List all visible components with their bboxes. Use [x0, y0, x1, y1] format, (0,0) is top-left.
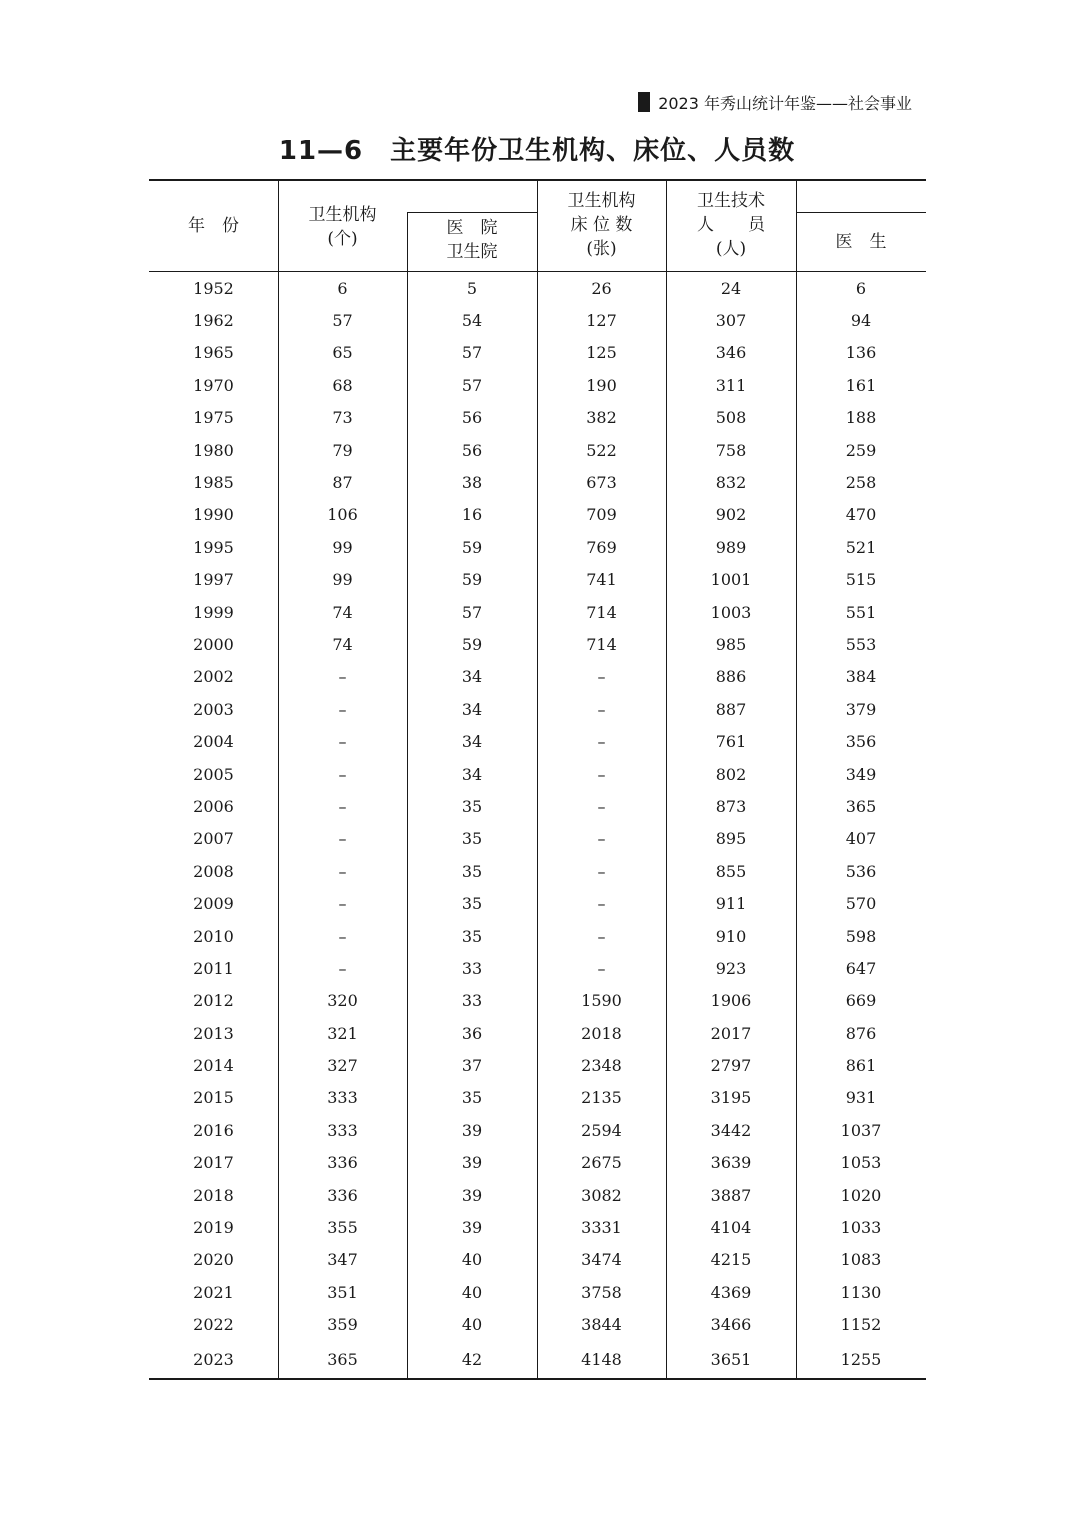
cell-doctors: 161: [845, 375, 877, 395]
cell-doctors: 669: [845, 991, 877, 1011]
cell-hospitals: 56: [461, 408, 483, 428]
cell-hospitals: 5: [466, 278, 478, 298]
cell-technicians: 832: [715, 473, 747, 493]
cell-hospitals: 38: [461, 473, 483, 493]
cell-technicians: 802: [715, 764, 747, 784]
cell-year: 2016: [193, 1120, 234, 1140]
column-divider: [537, 272, 538, 1378]
cell-technicians: 895: [715, 829, 747, 849]
cell-beds: –: [597, 829, 606, 849]
cell-doctors: 931: [845, 1088, 877, 1108]
cell-doctors: 861: [845, 1056, 877, 1076]
cell-year: 2009: [193, 894, 234, 914]
cell-beds: 3082: [581, 1185, 622, 1205]
cell-beds: –: [597, 958, 606, 978]
cell-year: 2010: [193, 926, 234, 946]
header-year-label: 年 份: [188, 216, 239, 236]
cell-hospitals: 39: [461, 1120, 483, 1140]
header-doctors: [796, 212, 926, 271]
cell-technicians: 3639: [710, 1153, 752, 1173]
cell-institutions: –: [338, 699, 347, 719]
cell-hospitals: 34: [461, 699, 483, 719]
cell-institutions: 99: [332, 537, 353, 557]
cell-doctors: 1037: [840, 1120, 882, 1140]
column-divider: [278, 272, 279, 1378]
header-technicians-line1: 卫生技术: [697, 191, 765, 211]
cell-beds: 2135: [581, 1088, 622, 1108]
cell-year: 2002: [193, 667, 234, 687]
cell-year: 1962: [193, 311, 234, 331]
cell-technicians: 3466: [710, 1315, 752, 1335]
table-header: [149, 181, 926, 272]
cell-technicians: 873: [715, 796, 747, 816]
cell-beds: –: [597, 667, 606, 687]
cell-hospitals: 34: [461, 732, 483, 752]
header-divider: [666, 181, 667, 271]
cell-year: 2019: [193, 1218, 234, 1238]
cell-technicians: 761: [715, 732, 747, 752]
cell-year: 2022: [193, 1315, 234, 1335]
cell-technicians: 24: [720, 278, 742, 298]
cell-hospitals: 40: [461, 1282, 483, 1302]
cell-institutions: 351: [327, 1282, 358, 1302]
cell-technicians: 2017: [710, 1023, 752, 1043]
cell-institutions: –: [338, 667, 347, 687]
cell-institutions: –: [338, 764, 347, 784]
cell-beds: 26: [591, 278, 612, 298]
header-divider: [537, 181, 538, 271]
cell-beds: 190: [586, 375, 617, 395]
cell-doctors: 521: [845, 537, 877, 557]
cell-institutions: 355: [327, 1218, 358, 1238]
cell-beds: 2594: [581, 1120, 622, 1140]
cell-beds: –: [597, 861, 606, 881]
cell-beds: –: [597, 796, 606, 816]
cell-hospitals: 59: [461, 634, 483, 654]
cell-doctors: 258: [845, 473, 877, 493]
column-divider: [407, 272, 408, 1378]
header-hospitals: [407, 216, 537, 271]
cell-year: 2004: [193, 732, 234, 752]
cell-beds: –: [597, 926, 606, 946]
header-beds-line3: (张): [586, 239, 617, 259]
cell-year: 1975: [193, 408, 234, 428]
running-head-text: 2023 年秀山统计年鉴——社会事业: [658, 93, 912, 113]
cell-year: 2008: [193, 861, 234, 881]
cell-technicians: 508: [715, 408, 747, 428]
cell-doctors: 1130: [840, 1282, 882, 1302]
cell-beds: 3331: [581, 1218, 622, 1238]
header-year: [149, 181, 278, 271]
cell-year: 1999: [193, 602, 234, 622]
cell-beds: –: [597, 894, 606, 914]
cell-beds: 2018: [581, 1023, 622, 1043]
cell-year: 2015: [193, 1088, 234, 1108]
cell-hospitals: 35: [461, 926, 483, 946]
cell-institutions: –: [338, 796, 347, 816]
column-divider: [796, 272, 797, 1378]
cell-year: 1990: [193, 505, 234, 525]
statistics-table: [149, 179, 926, 1380]
cell-doctors: 470: [845, 505, 877, 525]
cell-year: 2013: [193, 1023, 234, 1043]
header-technicians: [666, 181, 796, 271]
cell-institutions: –: [338, 926, 347, 946]
cell-technicians: 1001: [710, 570, 752, 590]
cell-year: 2000: [193, 634, 234, 654]
cell-technicians: 985: [715, 634, 747, 654]
column-divider: [666, 272, 667, 1378]
cell-institutions: 106: [327, 505, 358, 525]
cell-beds: 4148: [581, 1349, 622, 1369]
cell-technicians: 1906: [710, 991, 752, 1011]
table-body: [149, 272, 926, 1378]
cell-beds: 3758: [581, 1282, 622, 1302]
cell-doctors: 379: [845, 699, 877, 719]
cell-beds: –: [597, 732, 606, 752]
cell-institutions: 365: [327, 1349, 358, 1369]
header-institutions: [278, 181, 407, 271]
cell-hospitals: 39: [461, 1153, 483, 1173]
cell-hospitals: 39: [461, 1185, 483, 1205]
cell-beds: 673: [586, 473, 617, 493]
cell-hospitals: 33: [461, 958, 483, 978]
cell-doctors: 536: [845, 861, 877, 881]
cell-hospitals: 57: [461, 602, 483, 622]
cell-technicians: 311: [715, 375, 747, 395]
cell-beds: 3474: [581, 1250, 622, 1270]
cell-institutions: –: [338, 894, 347, 914]
cell-beds: 714: [586, 634, 617, 654]
cell-doctors: 553: [845, 634, 877, 654]
cell-institutions: –: [338, 829, 347, 849]
cell-hospitals: 35: [461, 894, 483, 914]
cell-institutions: 65: [332, 343, 353, 363]
header-sub-rule: [407, 212, 537, 213]
cell-doctors: 407: [845, 829, 877, 849]
header-technicians-line2: 人 员: [697, 215, 765, 235]
cell-hospitals: 42: [461, 1349, 483, 1369]
cell-beds: –: [597, 699, 606, 719]
cell-technicians: 2797: [710, 1056, 752, 1076]
cell-technicians: 855: [715, 861, 747, 881]
cell-hospitals: 35: [461, 796, 483, 816]
cell-hospitals: 36: [461, 1023, 483, 1043]
cell-year: 2011: [193, 958, 234, 978]
cell-hospitals: 35: [461, 861, 483, 881]
cell-technicians: 758: [715, 440, 747, 460]
cell-year: 2003: [193, 699, 234, 719]
page-title: 11—6 主要年份卫生机构、床位、人员数: [278, 136, 796, 166]
cell-year: 2021: [193, 1282, 234, 1302]
cell-hospitals: 37: [461, 1056, 483, 1076]
cell-hospitals: 16: [461, 505, 483, 525]
cell-technicians: 3195: [710, 1088, 752, 1108]
cell-hospitals: 35: [461, 1088, 483, 1108]
cell-hospitals: 59: [461, 570, 483, 590]
header-hospitals-line2: 卫生院: [446, 242, 498, 262]
cell-hospitals: 57: [461, 375, 483, 395]
cell-hospitals: 57: [461, 343, 483, 363]
cell-institutions: 6: [337, 278, 348, 298]
cell-doctors: 356: [845, 732, 877, 752]
cell-beds: 2675: [581, 1153, 622, 1173]
cell-beds: 125: [586, 343, 617, 363]
cell-year: 1997: [193, 570, 234, 590]
cell-technicians: 3651: [710, 1349, 752, 1369]
cell-institutions: 73: [332, 408, 353, 428]
cell-year: 2007: [193, 829, 234, 849]
cell-doctors: 188: [845, 408, 877, 428]
cell-beds: 382: [586, 408, 617, 428]
cell-beds: 741: [586, 570, 617, 590]
cell-technicians: 4104: [710, 1218, 752, 1238]
header-institutions-line2: (个): [327, 229, 358, 249]
cell-institutions: 333: [327, 1120, 358, 1140]
cell-technicians: 886: [715, 667, 747, 687]
cell-doctors: 6: [855, 278, 867, 298]
cell-technicians: 307: [715, 311, 747, 331]
header-beds: [537, 181, 666, 271]
cell-doctors: 365: [845, 796, 877, 816]
cell-doctors: 647: [845, 958, 877, 978]
cell-year: 1965: [193, 343, 234, 363]
header-sub-rule: [796, 212, 926, 213]
cell-technicians: 989: [715, 537, 747, 557]
cell-doctors: 515: [845, 570, 877, 590]
cell-institutions: 336: [327, 1153, 358, 1173]
header-beds-line1: 卫生机构: [567, 191, 636, 211]
cell-year: 2020: [193, 1250, 234, 1270]
cell-doctors: 876: [845, 1023, 877, 1043]
cell-technicians: 923: [715, 958, 747, 978]
cell-doctors: 1020: [840, 1185, 882, 1205]
cell-beds: 709: [586, 505, 617, 525]
cell-institutions: 57: [332, 311, 353, 331]
cell-institutions: 347: [327, 1250, 358, 1270]
cell-doctors: 551: [845, 602, 877, 622]
cell-beds: 3844: [581, 1315, 622, 1335]
cell-institutions: 359: [327, 1315, 358, 1335]
cell-hospitals: 40: [461, 1315, 483, 1335]
cell-doctors: 349: [845, 764, 877, 784]
cell-institutions: 68: [332, 375, 353, 395]
cell-technicians: 910: [715, 926, 747, 946]
cell-institutions: 99: [332, 570, 353, 590]
cell-institutions: 321: [327, 1023, 358, 1043]
cell-doctors: 1152: [840, 1315, 882, 1335]
cell-institutions: –: [338, 958, 347, 978]
cell-technicians: 3887: [710, 1185, 752, 1205]
cell-year: 2017: [193, 1153, 234, 1173]
cell-doctors: 384: [845, 667, 877, 687]
cell-technicians: 4369: [710, 1282, 752, 1302]
cell-hospitals: 33: [461, 991, 483, 1011]
cell-doctors: 1083: [840, 1250, 882, 1270]
cell-year: 1980: [193, 440, 234, 460]
cell-technicians: 887: [715, 699, 747, 719]
cell-doctors: 1033: [840, 1218, 882, 1238]
header-beds-line2: 床 位 数: [570, 215, 633, 235]
running-head: [638, 90, 912, 114]
cell-doctors: 136: [845, 343, 877, 363]
cell-technicians: 3442: [710, 1120, 752, 1140]
cell-beds: 127: [586, 311, 617, 331]
header-doctors-label: 医 生: [835, 232, 887, 252]
cell-beds: 714: [586, 602, 617, 622]
cell-institutions: 74: [332, 602, 353, 622]
cell-beds: 769: [586, 537, 617, 557]
cell-institutions: 74: [332, 634, 353, 654]
cell-beds: 522: [586, 440, 617, 460]
cell-year: 2005: [193, 764, 234, 784]
cell-year: 2014: [193, 1056, 234, 1076]
cell-beds: –: [597, 764, 606, 784]
cell-year: 2012: [193, 991, 234, 1011]
cell-hospitals: 39: [461, 1218, 483, 1238]
cell-technicians: 902: [715, 505, 747, 525]
cell-year: 2018: [193, 1185, 234, 1205]
cell-beds: 1590: [581, 991, 622, 1011]
cell-year: 2006: [193, 796, 234, 816]
cell-hospitals: 34: [461, 764, 483, 784]
header-divider: [278, 181, 279, 271]
cell-technicians: 4215: [710, 1250, 752, 1270]
cell-doctors: 570: [845, 894, 877, 914]
cell-hospitals: 54: [461, 311, 483, 331]
cell-hospitals: 56: [461, 440, 483, 460]
section-marker-icon: [638, 92, 650, 112]
header-divider: [407, 212, 408, 271]
cell-institutions: –: [338, 732, 347, 752]
cell-hospitals: 40: [461, 1250, 483, 1270]
cell-institutions: 327: [327, 1056, 358, 1076]
cell-hospitals: 34: [461, 667, 483, 687]
cell-year: 1985: [193, 473, 234, 493]
cell-institutions: –: [338, 861, 347, 881]
cell-doctors: 94: [850, 311, 872, 331]
cell-doctors: 1255: [840, 1349, 882, 1369]
header-technicians-line3: (人): [715, 239, 747, 259]
cell-year: 1970: [193, 375, 234, 395]
header-hospitals-line1: 医 院: [446, 218, 498, 238]
header-divider: [796, 181, 797, 271]
cell-beds: 2348: [581, 1056, 622, 1076]
cell-year: 1995: [193, 537, 234, 557]
cell-year: 1952: [193, 278, 234, 298]
cell-doctors: 598: [845, 926, 877, 946]
cell-institutions: 336: [327, 1185, 358, 1205]
cell-institutions: 333: [327, 1088, 358, 1108]
cell-year: 2023: [193, 1349, 234, 1369]
cell-technicians: 911: [715, 894, 747, 914]
cell-institutions: 79: [332, 440, 353, 460]
cell-doctors: 1053: [840, 1153, 882, 1173]
cell-institutions: 320: [327, 991, 358, 1011]
cell-hospitals: 35: [461, 829, 483, 849]
cell-technicians: 346: [715, 343, 747, 363]
cell-institutions: 87: [332, 473, 353, 493]
cell-technicians: 1003: [710, 602, 752, 622]
table-bottom-rule: [149, 1378, 926, 1380]
cell-doctors: 259: [845, 440, 877, 460]
cell-hospitals: 59: [461, 537, 483, 557]
header-institutions-line1: 卫生机构: [308, 205, 377, 225]
